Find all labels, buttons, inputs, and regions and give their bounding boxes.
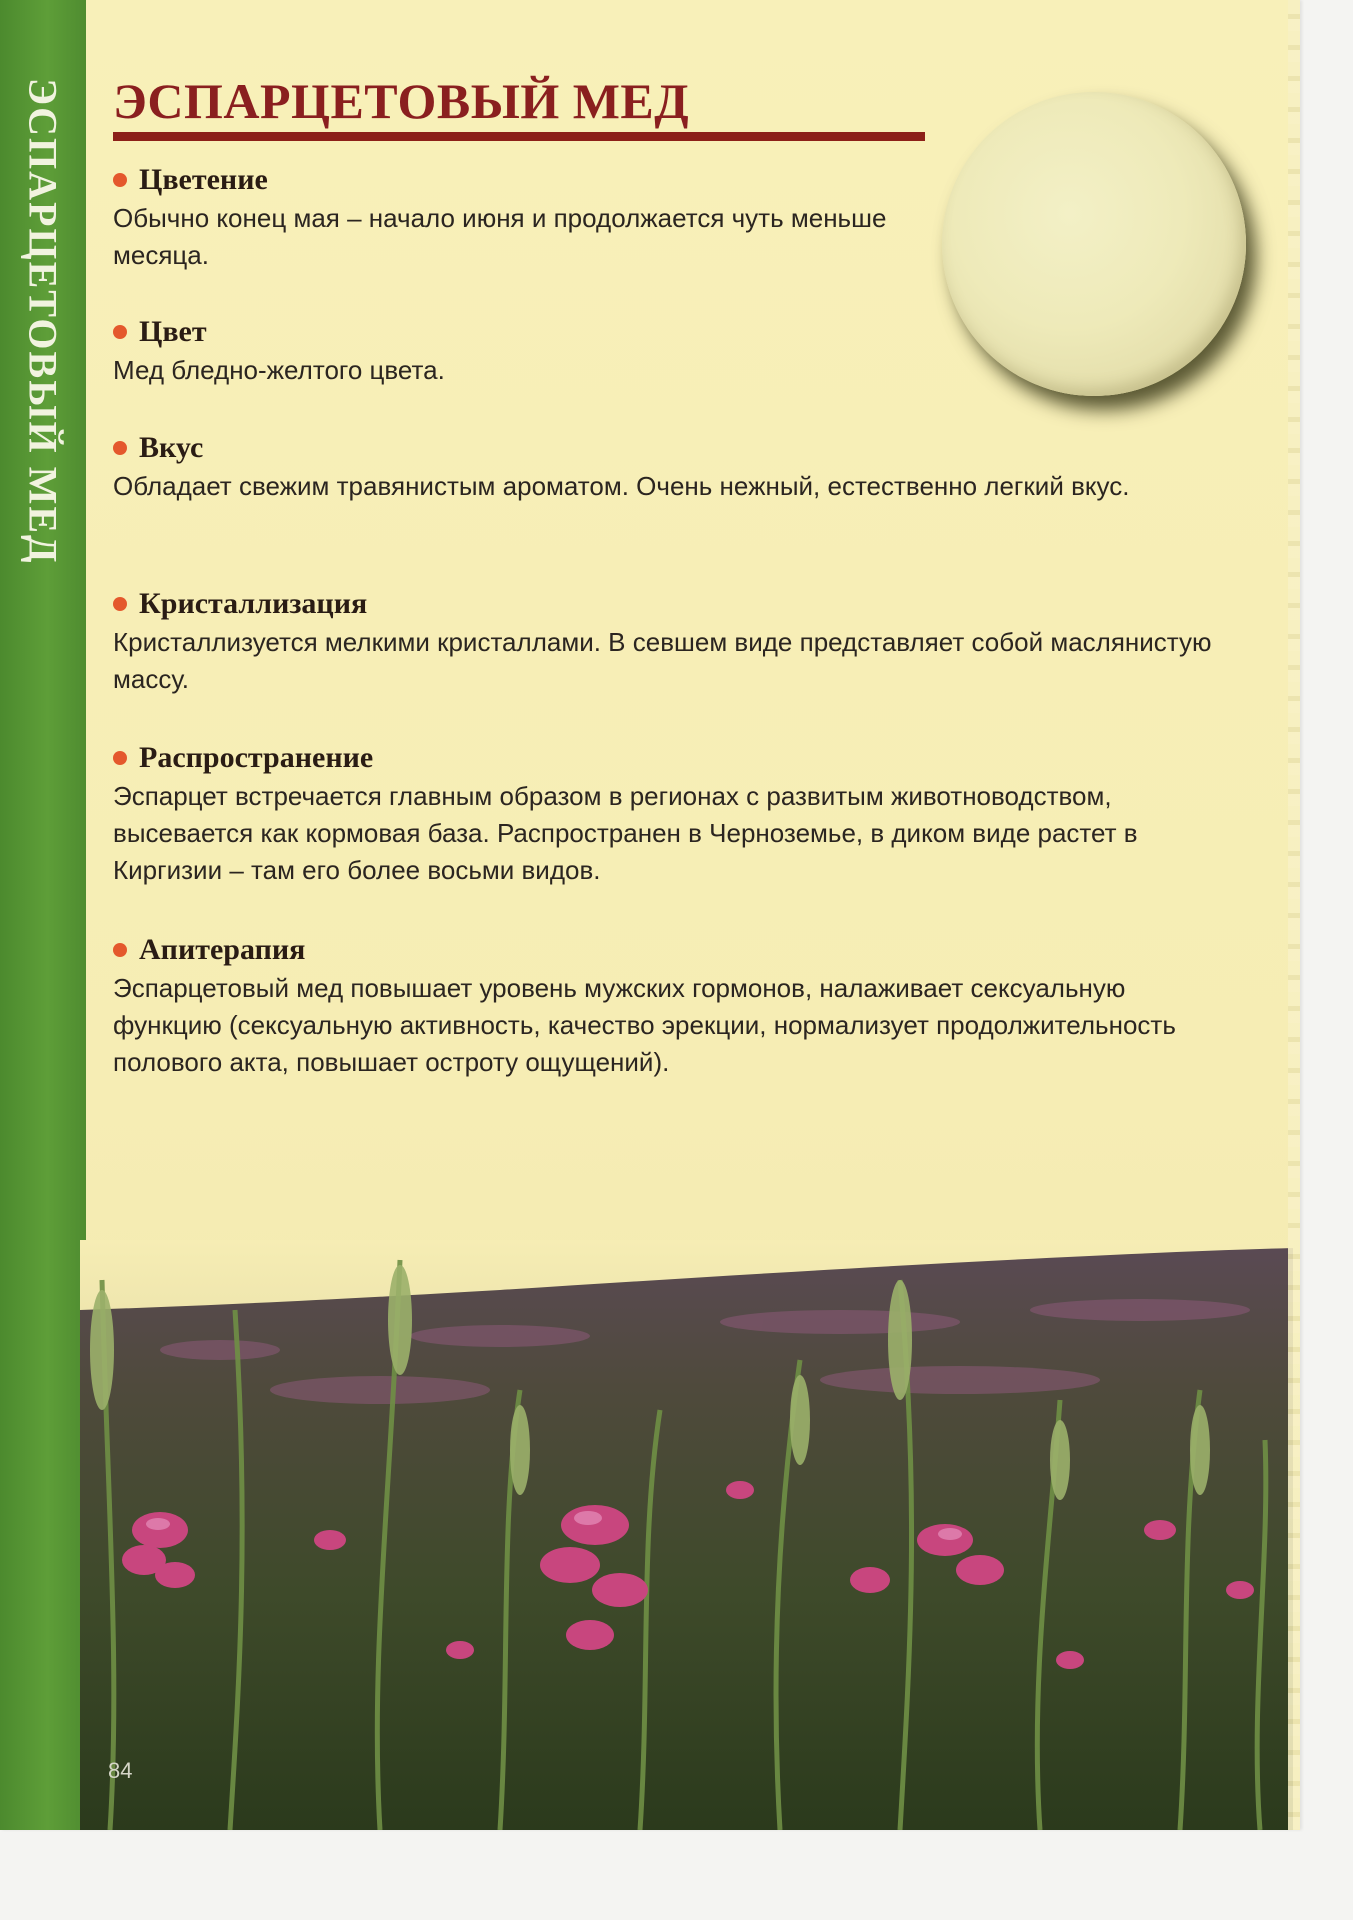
bullet-dot-icon [113, 751, 127, 765]
bullet-dot-icon [113, 173, 127, 187]
torn-page-edge [1288, 0, 1300, 1830]
section-heading [113, 428, 1129, 468]
section-body: Обладает свежим травянистым ароматом. Очень нежный, естественно легкий вкус. [113, 471, 1130, 501]
section-heading-text: Кристаллизация [139, 587, 368, 620]
section-distribution [113, 738, 1228, 889]
section-flowering [113, 160, 933, 274]
honey-plate-image [942, 92, 1246, 396]
section-heading-text: Цвет [139, 315, 207, 348]
section-body: Эспарцет встречается главным образом в регионах с развитым животноводством, высевается как кормовая база. Распространен в Черноземье, в диком виде растет в Киргизии – там его более восьми видов. [113, 781, 1138, 885]
section-heading [113, 584, 1228, 624]
section-heading-text: Цветение [139, 163, 268, 196]
section-heading [113, 930, 1228, 970]
page-number: 84 [108, 1758, 133, 1783]
section-body: Обычно конец мая – начало июня и продолжается чуть меньше месяца. [113, 203, 887, 270]
section-taste [113, 428, 1129, 505]
section-apitherapy [113, 930, 1228, 1081]
section-color [113, 312, 933, 389]
section-body: Кристаллизуется мелкими кристаллами. В севшем виде представляет собой маслянистую массу. [113, 627, 1212, 694]
side-spine-band [0, 0, 86, 1830]
title-underline [113, 132, 925, 141]
sainfoin-field-photo [80, 1240, 1293, 1830]
section-heading-text: Вкус [139, 431, 204, 464]
page-title: ЭСПАРЦЕТОВЫЙ МЕД [113, 73, 690, 129]
section-crystallization [113, 584, 1228, 698]
section-body: Мед бледно-желтого цвета. [113, 355, 445, 385]
section-heading [113, 160, 933, 200]
bullet-dot-icon [113, 597, 127, 611]
bullet-dot-icon [113, 441, 127, 455]
section-heading-text: Распространение [139, 741, 374, 774]
section-heading [113, 738, 1228, 778]
section-heading [113, 312, 933, 352]
spine-label: ЭСПАРЦЕТОВЫЙ МЕД [20, 78, 66, 565]
section-body: Эспарцетовый мед повышает уровень мужских гормонов, налаживает сексуальную функцию (сексуальную активность, качество эрекции, нормализует продолжительность полового акта, повышает остроту ощущений). [113, 973, 1176, 1077]
bullet-dot-icon [113, 943, 127, 957]
bullet-dot-icon [113, 325, 127, 339]
section-heading-text: Апитерапия [139, 933, 306, 966]
